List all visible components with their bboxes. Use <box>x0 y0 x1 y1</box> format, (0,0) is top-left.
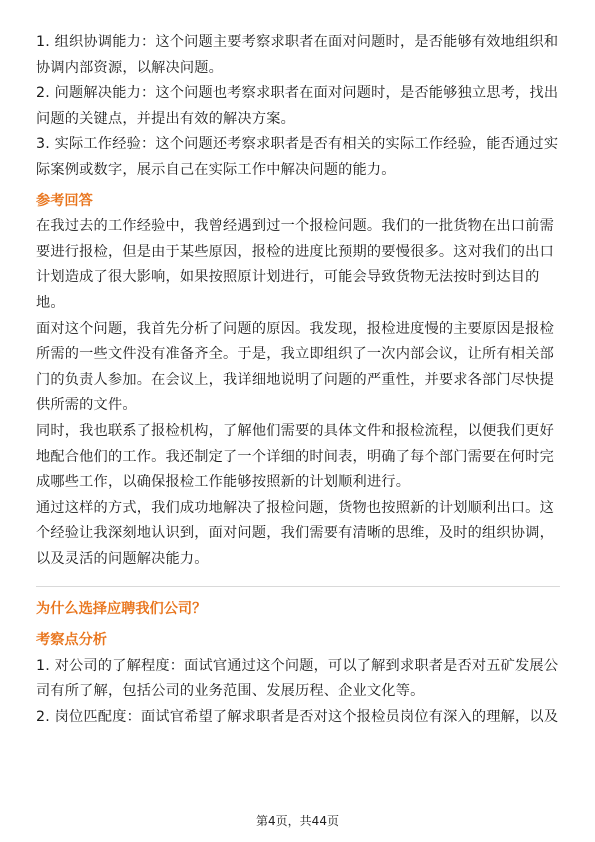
point-work-experience: 3. 实际工作经验：这个问题还考察求职者是否有相关的实际工作经验，能否通过实际案例或数字，展示自己在实际工作中解决问题的能力。 <box>36 136 559 178</box>
analysis-point: 2. 岗位匹配度：面试官希望了解求职者是否对这个报检员岗位有深入的理解，以及 <box>36 708 559 725</box>
answer-paragraph: 面对这个问题，我首先分析了问题的原因。我发现，报检进度慢的主要原因是报检所需的一些文件没有准备齐全。于是，我立即组织了一次内部会议，让所有相关部门的负责人参加。在会议上，我详细地说明了问题的严重性，并要求各部门尽快提供所需的文件。 <box>36 320 554 414</box>
analysis-heading: 考察点分析 <box>36 632 107 649</box>
answer-heading: 参考回答 <box>36 192 93 209</box>
page-number: 第4页，共44页 <box>256 814 339 828</box>
section-divider <box>36 586 560 587</box>
analysis-point: 1. 对公司的了解程度：面试官通过这个问题，可以了解到求职者是否对五矿发展公司有所了解，包括公司的业务范围、发展历程、企业文化等。 <box>36 657 559 700</box>
answer-paragraph: 通过这样的方式，我们成功地解决了报检问题，货物也按照新的计划顺利出口。这个经验让我深刻地认识到，面对问题，我们需要有清晰的思维，及时的组织协调，以及灵活的问题解决能力。 <box>36 499 554 567</box>
point-problem-solving: 2. 问题解决能力：这个问题也考察求职者在面对问题时，是否能够独立思考，找出问题的关键点，并提出有效的解决方案。 <box>36 85 559 127</box>
answer-paragraph: 同时，我也联系了报检机构，了解他们需要的具体文件和报检流程，以便我们更好地配合他们的工作。我还制定了一个详细的时间表，明确了每个部门需要在何时完成哪些工作，以确保报检工作能够按照新的计划顺利进行。 <box>36 422 554 491</box>
question-title: 为什么选择应聘我们公司？ <box>36 601 207 618</box>
answer-paragraph: 在我过去的工作经验中，我曾经遇到过一个报检问题。我们的一批货物在出口前需要进行报检，但是由于某些原因，报检的进度比预期的要慢很多。这对我们的出口计划造成了很大影响，如果按照原计划进行，可能会导致货物无法按时到达目的地。 <box>36 218 554 311</box>
document-body <box>36 30 560 730</box>
point-organization: 1. 组织协调能力：这个问题主要考察求职者在面对问题时，是否能够有效地组织和协调内部资源，以解决问题。 <box>36 34 559 76</box>
